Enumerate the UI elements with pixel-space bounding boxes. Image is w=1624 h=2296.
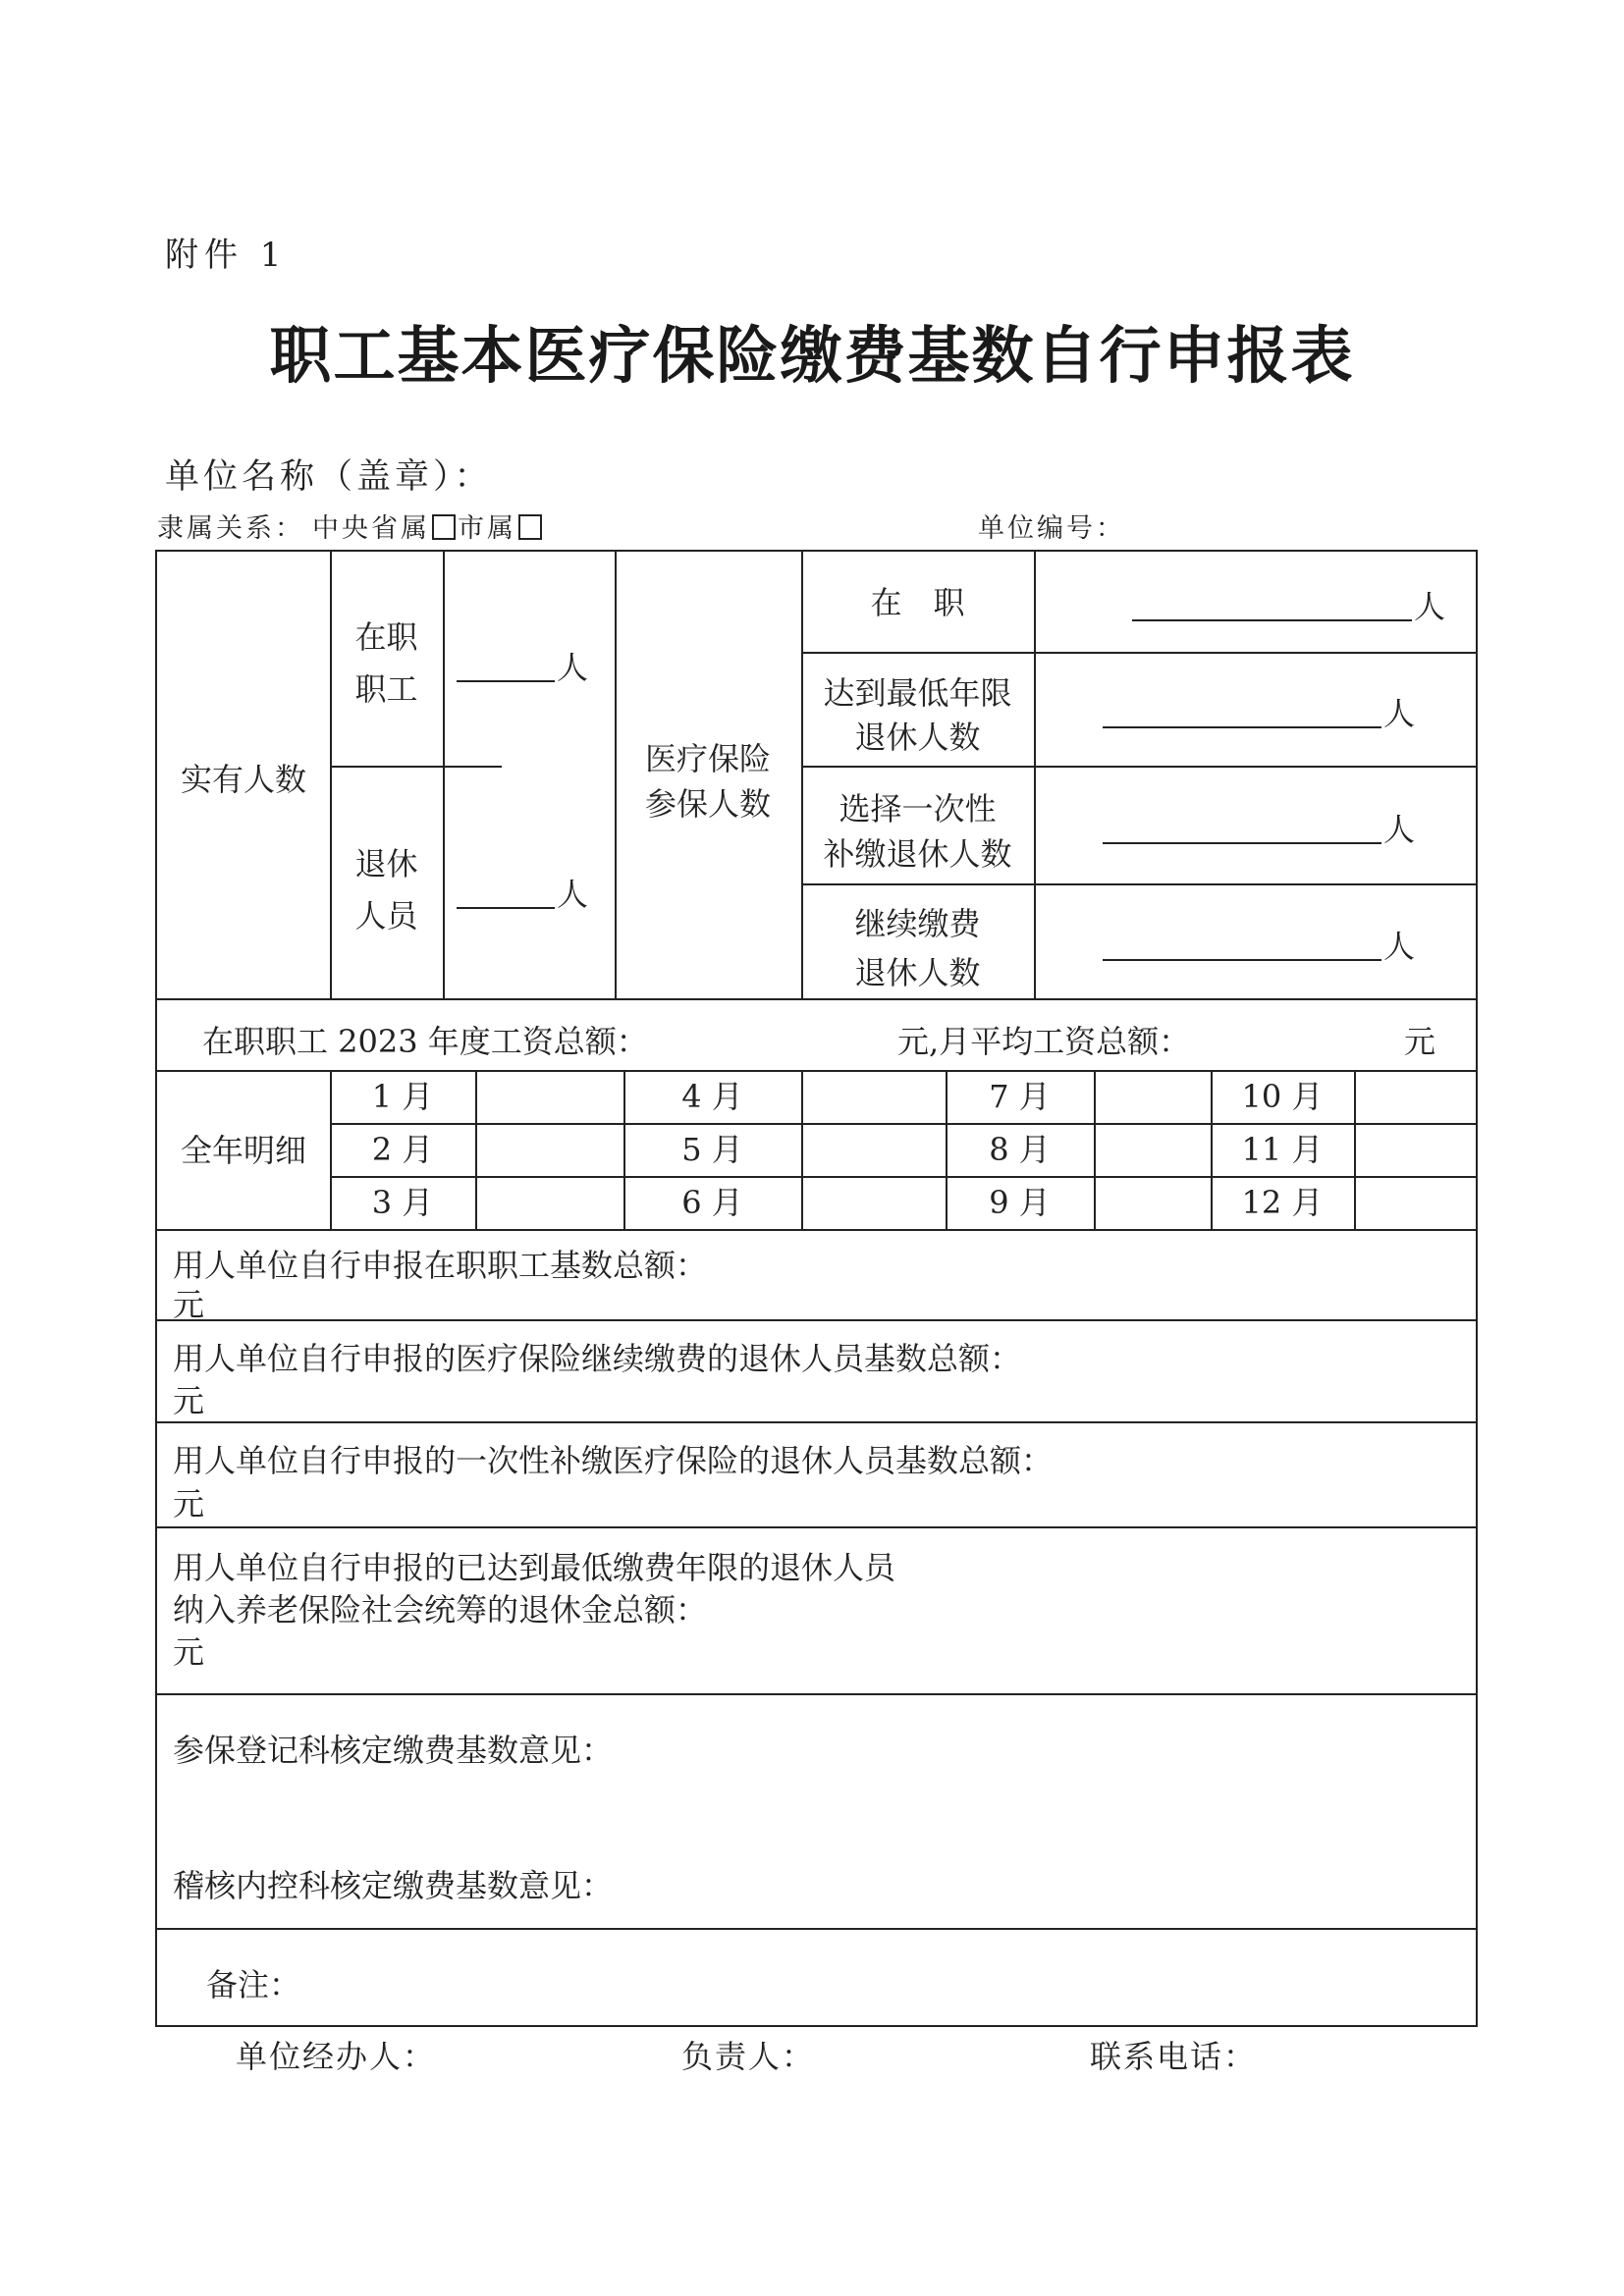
retired-label-line1: 退休 [354,845,418,882]
yuan-unit: 元 [173,1286,205,1323]
divider [801,1070,803,1229]
lump-sum-retired-label-line1: 选择一次性 [839,790,997,828]
divider [157,1319,1478,1321]
person-unit: 人 [557,876,589,913]
divider [157,1693,1478,1695]
month-label: 11 月 [1241,1131,1324,1168]
month-label: 3 月 [371,1184,434,1221]
declaration-lump-sum-retired-label: 用人单位自行申报的一次性补缴医疗保险的退休人员基数总额： [173,1442,1054,1479]
retired-label-line2: 人员 [354,897,418,934]
unit-number-label: 单位编号： [978,513,1125,544]
responsible-person-label: 负责人： [681,2038,816,2075]
employed-label-line1: 在职 [354,618,418,656]
person-unit: 人 [1383,928,1416,965]
person-unit: 人 [1414,588,1446,625]
affiliation-label: 隶属关系： [157,513,304,544]
divider [1354,1070,1356,1229]
remarks-label: 备注： [206,1966,301,2003]
employed-count-blank[interactable] [457,680,555,682]
yuan-unit: 元 [173,1633,205,1671]
affiliation-row [157,507,544,545]
divider [157,1526,1478,1528]
employed-label-line2: 职工 [354,670,418,708]
month-label: 8 月 [989,1131,1051,1168]
divider [801,883,1478,885]
divider [1094,1070,1096,1229]
declaration-min-years-retired-label-line1: 用人单位自行申报的已达到最低缴费年限的退休人员 [173,1549,896,1586]
month-label: 9 月 [989,1184,1051,1221]
min-years-retired-label-line2: 退休人数 [854,719,981,756]
yuan-unit: 元 [173,1485,205,1522]
declaration-continuing-retired-label: 用人单位自行申报的医疗保险继续缴费的退休人员基数总额： [173,1340,1022,1377]
declaration-form-table [155,550,1478,2027]
insured-label-line1: 医疗保险 [644,740,771,777]
registration-review-opinion-label: 参保登记科核定缴费基数意见： [173,1732,614,1769]
affiliation-option-central: 中央省属 [312,513,430,544]
continuing-retired-label-line1: 继续缴费 [854,905,981,942]
month-label: 7 月 [989,1078,1051,1115]
divider [801,766,1478,768]
annual-detail-label: 全年明细 [180,1132,306,1169]
employed-insured-label: 在 职 [870,584,965,621]
divider [157,1928,1478,1930]
affiliation-option-city: 市属 [458,513,516,544]
attachment-label: 附件 1 [165,236,288,275]
divider [157,998,1478,1000]
divider [801,652,1478,654]
min-years-retired-label-line1: 达到最低年限 [823,674,1012,712]
person-unit: 人 [1383,811,1416,848]
month-label: 12 月 [1241,1184,1324,1221]
month-label: 5 月 [681,1131,743,1168]
declaration-min-years-retired-label-line2: 纳入养老保险社会统筹的退休金总额： [173,1591,708,1629]
annual-wage-total-label: 在职职工 2023 年度工资总额： [202,1023,648,1060]
divider [157,1229,1478,1231]
min-years-retired-blank[interactable] [1103,726,1381,728]
divider [443,552,445,998]
monthly-average-wage-label: 元,月平均工资总额： [897,1023,1191,1060]
divider [157,1421,1478,1423]
handler-label: 单位经办人： [236,2038,437,2075]
checkbox-city[interactable] [518,514,542,540]
continuing-retired-blank[interactable] [1103,959,1381,961]
month-label: 6 月 [681,1184,743,1221]
yuan-unit: 元 [1404,1023,1436,1060]
checkbox-central-provincial[interactable] [432,514,456,540]
employed-insured-blank[interactable] [1132,619,1412,621]
month-label: 2 月 [371,1131,434,1168]
lump-sum-retired-label-line2: 补缴退休人数 [823,835,1012,873]
divider [330,766,502,768]
divider [1034,552,1036,998]
audit-review-opinion-label: 稽核内控科核定缴费基数意见： [173,1867,614,1904]
contact-phone-label: 联系电话： [1090,2038,1258,2075]
divider [475,1070,477,1229]
insured-label-line2: 参保人数 [644,785,771,823]
month-label: 10 月 [1241,1078,1324,1115]
headcount-label: 实有人数 [180,761,306,798]
unit-name-label: 单位名称（盖章）： [165,457,493,497]
yuan-unit: 元 [173,1382,205,1419]
person-unit: 人 [1383,695,1416,732]
declaration-employed-base-label: 用人单位自行申报在职职工基数总额： [173,1247,708,1284]
month-label: 4 月 [681,1078,743,1115]
lump-sum-retired-blank[interactable] [1103,842,1381,844]
continuing-retired-label-line2: 退休人数 [854,954,981,991]
person-unit: 人 [557,649,589,686]
page-title: 职工基本医疗保险缴费基数自行申报表 [269,320,1355,392]
retired-count-blank[interactable] [457,907,555,909]
month-label: 1 月 [371,1078,434,1115]
